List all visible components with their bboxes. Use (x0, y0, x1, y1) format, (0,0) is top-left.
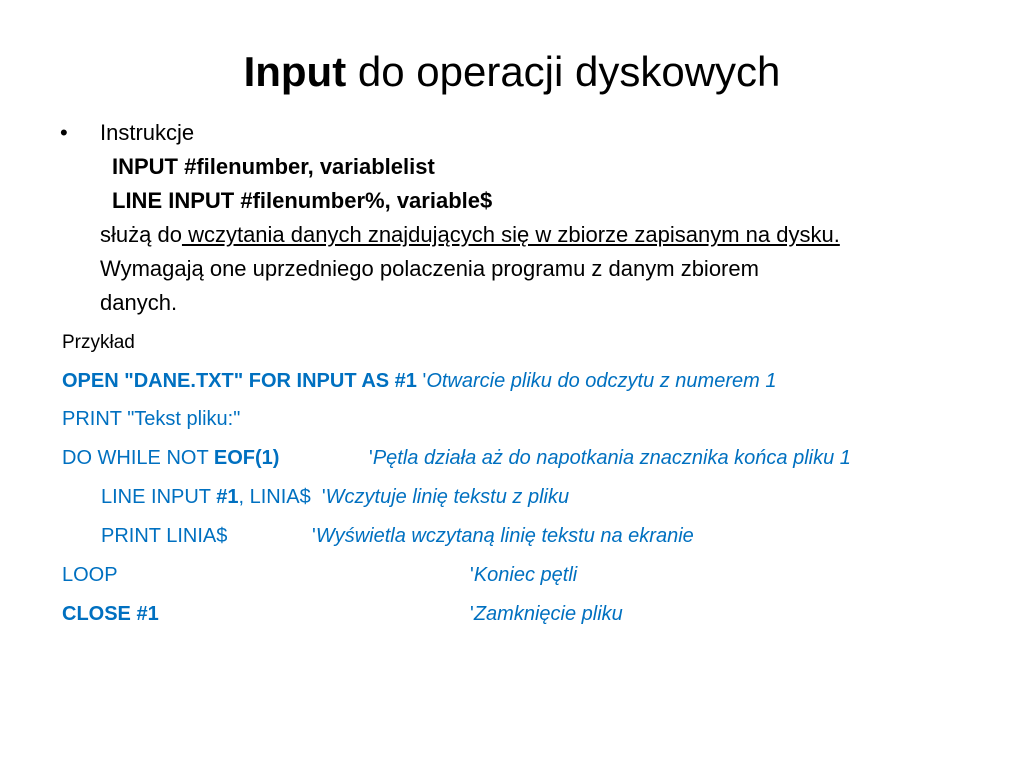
code-line-input-post: , LINIA$ ' (238, 486, 326, 508)
example-label: Przykład (62, 332, 135, 353)
code-print-linia-comment: Wyświetla wczytaną linię tekstu na ekranie (315, 525, 694, 547)
code-open-quote: ' (416, 370, 427, 392)
code-close-comment-wrap (470, 600, 623, 628)
code-do-while-comment-wrap (369, 444, 851, 472)
description-line-3: danych. (100, 290, 178, 315)
code-line-loop: LOOP (62, 564, 118, 586)
bullet-icon: • (60, 120, 68, 145)
code-line-line-input (101, 483, 569, 511)
syntax-line-input: LINE INPUT #filenumber%, variable$ (112, 188, 493, 213)
code-loop-comment: Koniec pętli (473, 564, 578, 586)
bullet-heading: Instrukcje (100, 120, 195, 145)
description-line-2: Wymagają one uprzedniego polaczenia programu z danym zbiorem (100, 256, 759, 281)
code-line-input-comment: Wczytuje linię tekstu z pliku (325, 486, 570, 508)
code-line-print-linia: PRINT LINIA$ (101, 525, 228, 547)
code-line-open (62, 367, 776, 395)
slide-title (0, 42, 1024, 102)
code-do-while-comment: Pętla działa aż do napotkania znacznika końca pliku 1 (372, 447, 851, 469)
code-print-linia-quote: ' (312, 525, 316, 547)
description-line-1 (100, 218, 980, 252)
code-close-statement: CLOSE #1 (62, 603, 159, 625)
code-line-close (62, 600, 159, 628)
code-loop-quote: ' (470, 564, 474, 586)
bullet-body (100, 116, 980, 320)
description-prefix: służą do (100, 222, 182, 247)
title-bold-word: Input (243, 48, 347, 95)
code-close-quote: ' (470, 603, 474, 625)
code-close-comment: Zamknięcie pliku (473, 603, 623, 625)
code-line-input-handle: #1 (216, 486, 239, 508)
code-eof: EOF(1) (213, 447, 280, 469)
bullet-row (60, 116, 980, 320)
code-line-input-pre: LINE INPUT (101, 486, 217, 508)
description-underlined: wczytania danych znajdujących się w zbiorze zapisanym na dysku. (181, 222, 840, 247)
syntax-input: INPUT #filenumber, variablelist (112, 154, 435, 179)
title-rest: do operacji dyskowych (346, 48, 781, 95)
code-line-do-while (62, 444, 279, 472)
code-print-linia-comment-wrap (312, 522, 694, 550)
code-open-statement: OPEN "DANE.TXT" FOR INPUT AS #1 (62, 370, 417, 392)
code-loop-comment-wrap (470, 561, 577, 589)
code-line-print: PRINT "Tekst pliku:" (62, 408, 241, 430)
code-do-while: DO WHILE NOT (62, 447, 214, 469)
code-open-comment: Otwarcie pliku do odczytu z numerem 1 (426, 370, 777, 392)
instructions-bullet (60, 116, 980, 320)
code-do-while-quote: ' (369, 447, 373, 469)
